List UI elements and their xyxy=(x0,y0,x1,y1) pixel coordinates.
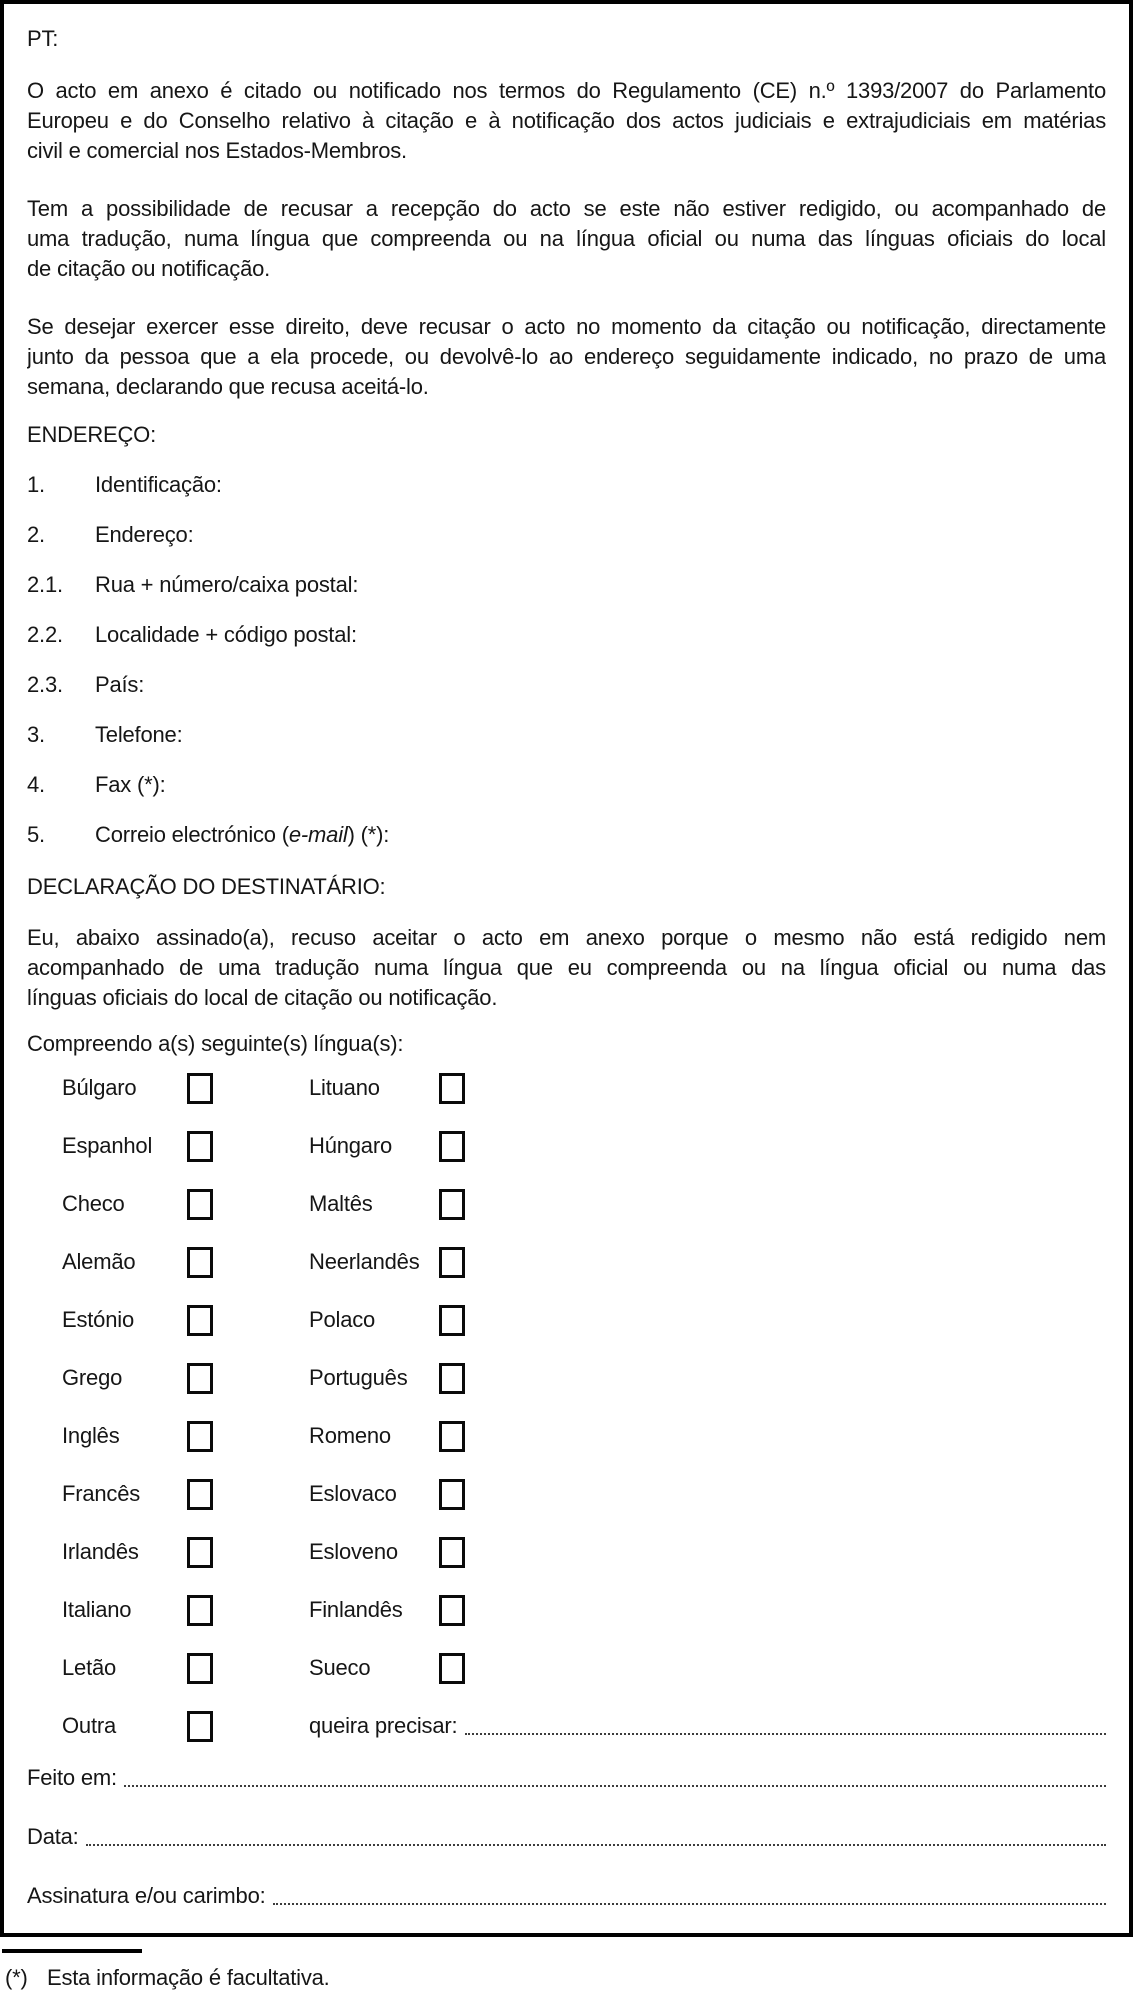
paragraph-line: uma tradução, numa língua que compreenda ou na língua oficial ou numa das línguas oficiais do local xyxy=(27,226,1106,251)
checkbox-cell xyxy=(187,1363,309,1394)
language-label-portugues: Português xyxy=(309,1365,408,1390)
language-row xyxy=(62,1349,1106,1407)
checkbox-lituano[interactable] xyxy=(439,1073,465,1104)
checkbox-espanhol[interactable] xyxy=(187,1131,213,1162)
paragraph-line: O acto em anexo é citado ou notificado nos termos do Regulamento (CE) n.º 1393/2007 do Parlamento xyxy=(27,78,1106,103)
form-field-localidade xyxy=(27,620,1106,650)
item-number: 1. xyxy=(27,472,45,497)
checkbox-cell xyxy=(187,1073,309,1104)
item-number: 5. xyxy=(27,822,45,847)
language-label-neerlandes: Neerlandês xyxy=(309,1249,420,1274)
refusal-right-paragraph xyxy=(27,194,1106,284)
language-label-romeno: Romeno xyxy=(309,1423,391,1448)
language-row xyxy=(62,1117,1106,1175)
checkbox-cell xyxy=(187,1653,309,1684)
checkbox-letao[interactable] xyxy=(187,1653,213,1684)
language-label-espanhol: Espanhol xyxy=(62,1133,153,1158)
checkbox-cell xyxy=(439,1247,1106,1278)
data-label: Data: xyxy=(27,1824,79,1849)
footnote-marker: (*) xyxy=(5,1965,28,1990)
language-label-maltes: Maltês xyxy=(309,1191,373,1216)
intro-paragraph xyxy=(27,76,1106,166)
form-field-telefone xyxy=(27,720,1106,750)
checkbox-cell xyxy=(439,1421,1106,1452)
language-label-grego: Grego xyxy=(62,1365,123,1390)
paragraph-line: Se desejar exercer esse direito, deve recusar o acto no momento da citação ou notificação, directamente xyxy=(27,314,1106,339)
checkbox-cell xyxy=(439,1537,1106,1568)
language-label-letao: Letão xyxy=(62,1655,117,1680)
checkbox-cell xyxy=(439,1189,1106,1220)
checkbox-cell xyxy=(439,1653,1106,1684)
footnote-text: Esta informação é facultativa. xyxy=(47,1965,330,1990)
languages-intro: Compreendo a(s) seguinte(s) língua(s): xyxy=(27,1031,404,1056)
item-label: Fax (*): xyxy=(95,772,166,797)
checkbox-checo[interactable] xyxy=(187,1189,213,1220)
assinatura-fill-line[interactable] xyxy=(273,1881,1106,1905)
form-field-email xyxy=(27,820,1106,850)
language-row xyxy=(62,1175,1106,1233)
item-label-text: Correio electrónico ( xyxy=(95,822,289,847)
language-row xyxy=(62,1233,1106,1291)
other-language-field xyxy=(309,1711,1106,1741)
item-number: 2.3. xyxy=(27,672,63,697)
language-label-ingles: Inglês xyxy=(62,1423,120,1448)
language-row-other xyxy=(62,1697,1106,1755)
item-number: 2.2. xyxy=(27,622,63,647)
paragraph-line: civil e comercial nos Estados-Membros. xyxy=(27,138,407,163)
footnote xyxy=(5,1963,1137,1993)
paragraph-line: de citação ou notificação. xyxy=(27,256,271,281)
checkbox-italiano[interactable] xyxy=(187,1595,213,1626)
checkbox-eslovaco[interactable] xyxy=(439,1479,465,1510)
item-label xyxy=(95,820,389,850)
language-checkbox-grid xyxy=(27,1059,1106,1755)
checkbox-cell xyxy=(187,1421,309,1452)
language-label-estonio: Estónio xyxy=(62,1307,134,1332)
form-field-endereco xyxy=(27,520,1106,550)
language-label-checo: Checo xyxy=(62,1191,125,1216)
paragraph-line: junto da pessoa que a ela procede, ou devolvê-lo ao endereço seguidamente indicado, no prazo de uma xyxy=(27,344,1106,369)
checkbox-finlandes[interactable] xyxy=(439,1595,465,1626)
form-field-identificacao xyxy=(27,470,1106,500)
paragraph-line: semana, declarando que recusa aceitá-lo. xyxy=(27,374,429,399)
language-label-sueco: Sueco xyxy=(309,1655,371,1680)
paragraph-line: Eu, abaixo assinado(a), recuso aceitar o acto em anexo porque o mesmo não está redigido nem xyxy=(27,925,1106,950)
language-row xyxy=(62,1581,1106,1639)
language-label-alemao: Alemão xyxy=(62,1249,136,1274)
feito-em-label: Feito em: xyxy=(27,1765,117,1790)
item-label: Rua + número/caixa postal: xyxy=(95,572,359,597)
item-label-text: ) (*): xyxy=(347,822,390,847)
paragraph-line: línguas oficiais do local de citação ou notificação. xyxy=(27,985,498,1010)
other-language-fill-line[interactable] xyxy=(465,1711,1106,1735)
checkbox-romeno[interactable] xyxy=(439,1421,465,1452)
item-number: 2.1. xyxy=(27,572,63,597)
item-label: Telefone: xyxy=(95,722,183,747)
checkbox-cell xyxy=(439,1131,1106,1162)
checkbox-cell xyxy=(187,1537,309,1568)
declaration-heading: DECLARAÇÃO DO DESTINATÁRIO: xyxy=(27,874,386,899)
language-label-eslovaco: Eslovaco xyxy=(309,1481,397,1506)
checkbox-irlandes[interactable] xyxy=(187,1537,213,1568)
field-data xyxy=(27,1822,1106,1852)
checkbox-cell xyxy=(187,1479,309,1510)
language-row xyxy=(62,1639,1106,1697)
checkbox-maltes[interactable] xyxy=(439,1189,465,1220)
language-label-esloveno: Esloveno xyxy=(309,1539,398,1564)
checkbox-neerlandes[interactable] xyxy=(439,1247,465,1278)
checkbox-grego[interactable] xyxy=(187,1363,213,1394)
checkbox-portugues[interactable] xyxy=(439,1363,465,1394)
language-label-hungaro: Húngaro xyxy=(309,1133,392,1158)
declaration-paragraph xyxy=(27,923,1106,1013)
paragraph-line: Europeu e do Conselho relativo à citação e à notificação dos actos judiciais e extrajudiciais em matérias xyxy=(27,108,1106,133)
checkbox-cell xyxy=(187,1189,309,1220)
data-fill-line[interactable] xyxy=(86,1822,1106,1846)
item-label: Identificação: xyxy=(95,472,222,497)
checkbox-estonio[interactable] xyxy=(187,1305,213,1336)
checkbox-outra[interactable] xyxy=(187,1711,213,1742)
language-label-frances: Francês xyxy=(62,1481,141,1506)
language-label-irlandes: Irlandês xyxy=(62,1539,139,1564)
form-field-rua xyxy=(27,570,1106,600)
language-label-polaco: Polaco xyxy=(309,1307,376,1332)
address-heading: ENDEREÇO: xyxy=(27,422,156,447)
language-label-finlandes: Finlandês xyxy=(309,1597,403,1622)
checkbox-sueco[interactable] xyxy=(439,1653,465,1684)
other-language-prompt: queira precisar: xyxy=(309,1713,458,1738)
form-field-fax xyxy=(27,770,1106,800)
language-label-bulgaro: Búlgaro xyxy=(62,1075,137,1100)
checkbox-cell xyxy=(187,1711,309,1742)
checkbox-hungaro[interactable] xyxy=(439,1131,465,1162)
checkbox-cell xyxy=(187,1131,309,1162)
item-number: 4. xyxy=(27,772,45,797)
language-row xyxy=(62,1407,1106,1465)
checkbox-cell xyxy=(439,1479,1106,1510)
paragraph-line: acompanhado de uma tradução numa língua que eu compreenda ou na língua oficial ou numa das xyxy=(27,955,1106,980)
field-assinatura xyxy=(27,1881,1106,1911)
field-feito-em xyxy=(27,1763,1106,1793)
language-row xyxy=(62,1291,1106,1349)
checkbox-cell xyxy=(439,1363,1106,1394)
language-label-italiano: Italiano xyxy=(62,1597,132,1622)
language-label-outra: Outra xyxy=(62,1713,117,1738)
language-code-label: PT: xyxy=(27,26,59,51)
language-label-lituano: Lituano xyxy=(309,1075,380,1100)
language-row xyxy=(62,1465,1106,1523)
checkbox-frances[interactable] xyxy=(187,1479,213,1510)
paragraph-line: Tem a possibilidade de recusar a recepção do acto se este não estiver redigido, ou acompanhado de xyxy=(27,196,1106,221)
checkbox-bulgaro[interactable] xyxy=(187,1073,213,1104)
feito-em-fill-line[interactable] xyxy=(124,1763,1106,1787)
form-field-pais xyxy=(27,670,1106,700)
checkbox-polaco[interactable] xyxy=(439,1305,465,1336)
checkbox-cell xyxy=(187,1595,309,1626)
refusal-procedure-paragraph xyxy=(27,312,1106,402)
checkbox-ingles[interactable] xyxy=(187,1421,213,1452)
language-row xyxy=(62,1059,1106,1117)
assinatura-label: Assinatura e/ou carimbo: xyxy=(27,1883,266,1908)
checkbox-alemao[interactable] xyxy=(187,1247,213,1278)
checkbox-cell xyxy=(439,1073,1106,1104)
language-row xyxy=(62,1523,1106,1581)
item-label: País: xyxy=(95,672,145,697)
checkbox-cell xyxy=(187,1247,309,1278)
item-number: 2. xyxy=(27,522,45,547)
checkbox-cell xyxy=(187,1305,309,1336)
item-label: Localidade + código postal: xyxy=(95,622,357,647)
checkbox-cell xyxy=(439,1305,1106,1336)
footnote-separator xyxy=(2,1949,142,1953)
item-label: Endereço: xyxy=(95,522,194,547)
checkbox-esloveno[interactable] xyxy=(439,1537,465,1568)
item-label-italic: e-mail xyxy=(288,822,348,847)
checkbox-cell xyxy=(439,1595,1106,1626)
item-number: 3. xyxy=(27,722,45,747)
